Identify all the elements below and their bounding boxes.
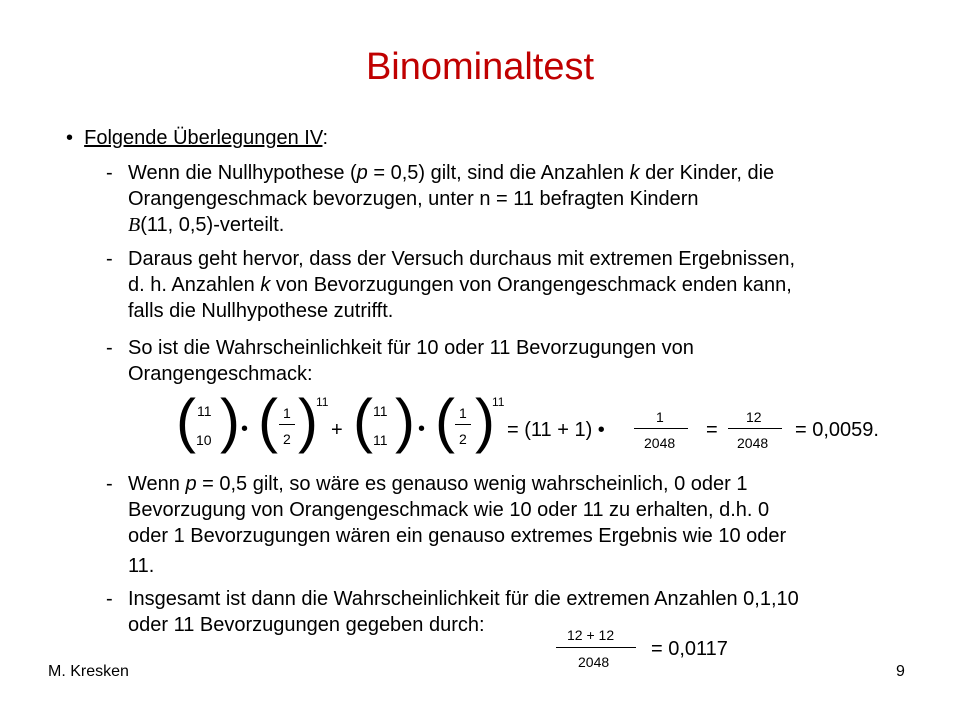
right-paren: ) bbox=[475, 387, 495, 454]
footer-author: M. Kresken bbox=[48, 663, 129, 680]
item2-k: k bbox=[260, 274, 271, 296]
bullet-symbol: • bbox=[66, 127, 74, 149]
item4-line1b: = 0,5 gilt, so wäre es genauso wenig wahrscheinlich, 0 oder 1 bbox=[196, 473, 748, 495]
plus-operator: + bbox=[331, 419, 343, 441]
item1-line1a: Wenn die Nullhypothese ( bbox=[128, 162, 357, 184]
dash-marker: - bbox=[106, 337, 113, 359]
item2-line2b: von Bevorzugungen von Orangengeschmack enden kann, bbox=[270, 274, 792, 296]
bullet-heading-colon: : bbox=[322, 127, 329, 149]
exponent-2: 11 bbox=[492, 395, 505, 409]
binom2-top: 11 bbox=[373, 403, 388, 419]
binom2-bottom: 11 bbox=[373, 432, 388, 448]
item5-line1: Insgesamt ist dann die Wahrscheinlichkeit für die extremen Anzahlen 0,1,10 bbox=[128, 588, 799, 610]
dash-item-4 bbox=[106, 471, 906, 579]
right-paren: ) bbox=[220, 387, 240, 454]
half2-denominator: 2 bbox=[459, 431, 467, 447]
fraction-line bbox=[728, 428, 782, 429]
dash-marker: - bbox=[106, 473, 113, 495]
half1-numerator: 1 bbox=[283, 405, 291, 421]
bullet-heading-text: Folgende Überlegungen IV bbox=[84, 127, 323, 149]
item1-line3: (11, 0,5)-verteilt. bbox=[140, 214, 285, 236]
dash-marker: - bbox=[106, 162, 113, 184]
item2-line3: falls die Nullhypothese zutrifft. bbox=[128, 300, 394, 322]
dot-operator: • bbox=[418, 418, 426, 440]
item4-line4: 11. bbox=[128, 555, 155, 577]
formula2-denominator: 2048 bbox=[578, 654, 610, 670]
item1-line1c: der Kinder, die bbox=[639, 162, 775, 184]
binomial-distribution-symbol: B bbox=[128, 214, 141, 236]
formula2-numerator: 12 + 12 bbox=[567, 627, 615, 643]
item4-line2: Bevorzugung von Orangengeschmack wie 10 oder 11 zu erhalten, d.h. 0 bbox=[128, 499, 770, 521]
item2-line2a: d. h. Anzahlen bbox=[128, 274, 261, 296]
item1-p: p bbox=[356, 162, 368, 184]
item1-k: k bbox=[629, 162, 640, 184]
dash-item-2 bbox=[106, 246, 906, 324]
item4-line1a: Wenn bbox=[128, 473, 186, 495]
dash-item-5 bbox=[106, 586, 906, 638]
right-paren: ) bbox=[298, 387, 318, 454]
fraction-line bbox=[556, 647, 636, 648]
dash-marker: - bbox=[106, 588, 113, 610]
right-paren: ) bbox=[395, 387, 415, 454]
frac2-numerator: 12 bbox=[746, 409, 762, 425]
item5-line2: oder 11 Bevorzugungen gegeben durch: bbox=[128, 614, 485, 636]
item1-line1b: = 0,5) gilt, sind die Anzahlen bbox=[367, 162, 630, 184]
left-paren: ( bbox=[435, 387, 455, 454]
fraction-line bbox=[634, 428, 688, 429]
half2-numerator: 1 bbox=[459, 405, 467, 421]
binom1-bottom: 10 bbox=[196, 432, 212, 448]
item3-line1: So ist die Wahrscheinlichkeit für 10 oder 11 Bevorzugungen von bbox=[128, 337, 694, 359]
formula1-result: = 0,0059. bbox=[795, 419, 879, 441]
equals-sign: = bbox=[706, 419, 718, 441]
fraction-line bbox=[279, 424, 295, 425]
frac1-denominator: 2048 bbox=[644, 435, 676, 451]
left-paren: ( bbox=[176, 387, 196, 454]
item4-line3: oder 1 Bevorzugungen wären ein genauso extremes Ergebnis wie 10 oder bbox=[128, 525, 787, 547]
item4-p: p bbox=[185, 473, 197, 495]
item1-line2: Orangengeschmack bevorzugen, unter n = 11 befragten Kindern bbox=[128, 188, 699, 210]
left-paren: ( bbox=[353, 387, 373, 454]
dash-item-3 bbox=[106, 335, 906, 387]
page-number: 9 bbox=[896, 663, 905, 680]
slide-title: Binominaltest bbox=[365, 46, 595, 88]
bullet-heading bbox=[66, 127, 328, 150]
exponent-1: 11 bbox=[316, 395, 329, 409]
left-paren: ( bbox=[258, 387, 278, 454]
item2-line1: Daraus geht hervor, dass der Versuch durchaus mit extremen Ergebnissen, bbox=[128, 248, 796, 270]
formula2-result: = 0,0117 bbox=[651, 638, 728, 660]
frac1-numerator: 1 bbox=[656, 409, 664, 425]
dash-marker: - bbox=[106, 248, 113, 270]
fraction-line bbox=[455, 424, 471, 425]
binom1-top: 11 bbox=[197, 403, 212, 419]
item3-line2: Orangengeschmack: bbox=[128, 363, 313, 385]
dash-item-1 bbox=[106, 160, 906, 238]
dot-operator: • bbox=[241, 418, 249, 440]
half1-denominator: 2 bbox=[283, 431, 291, 447]
frac2-denominator: 2048 bbox=[737, 435, 769, 451]
formula-middle: = (11 + 1) • bbox=[507, 419, 605, 441]
